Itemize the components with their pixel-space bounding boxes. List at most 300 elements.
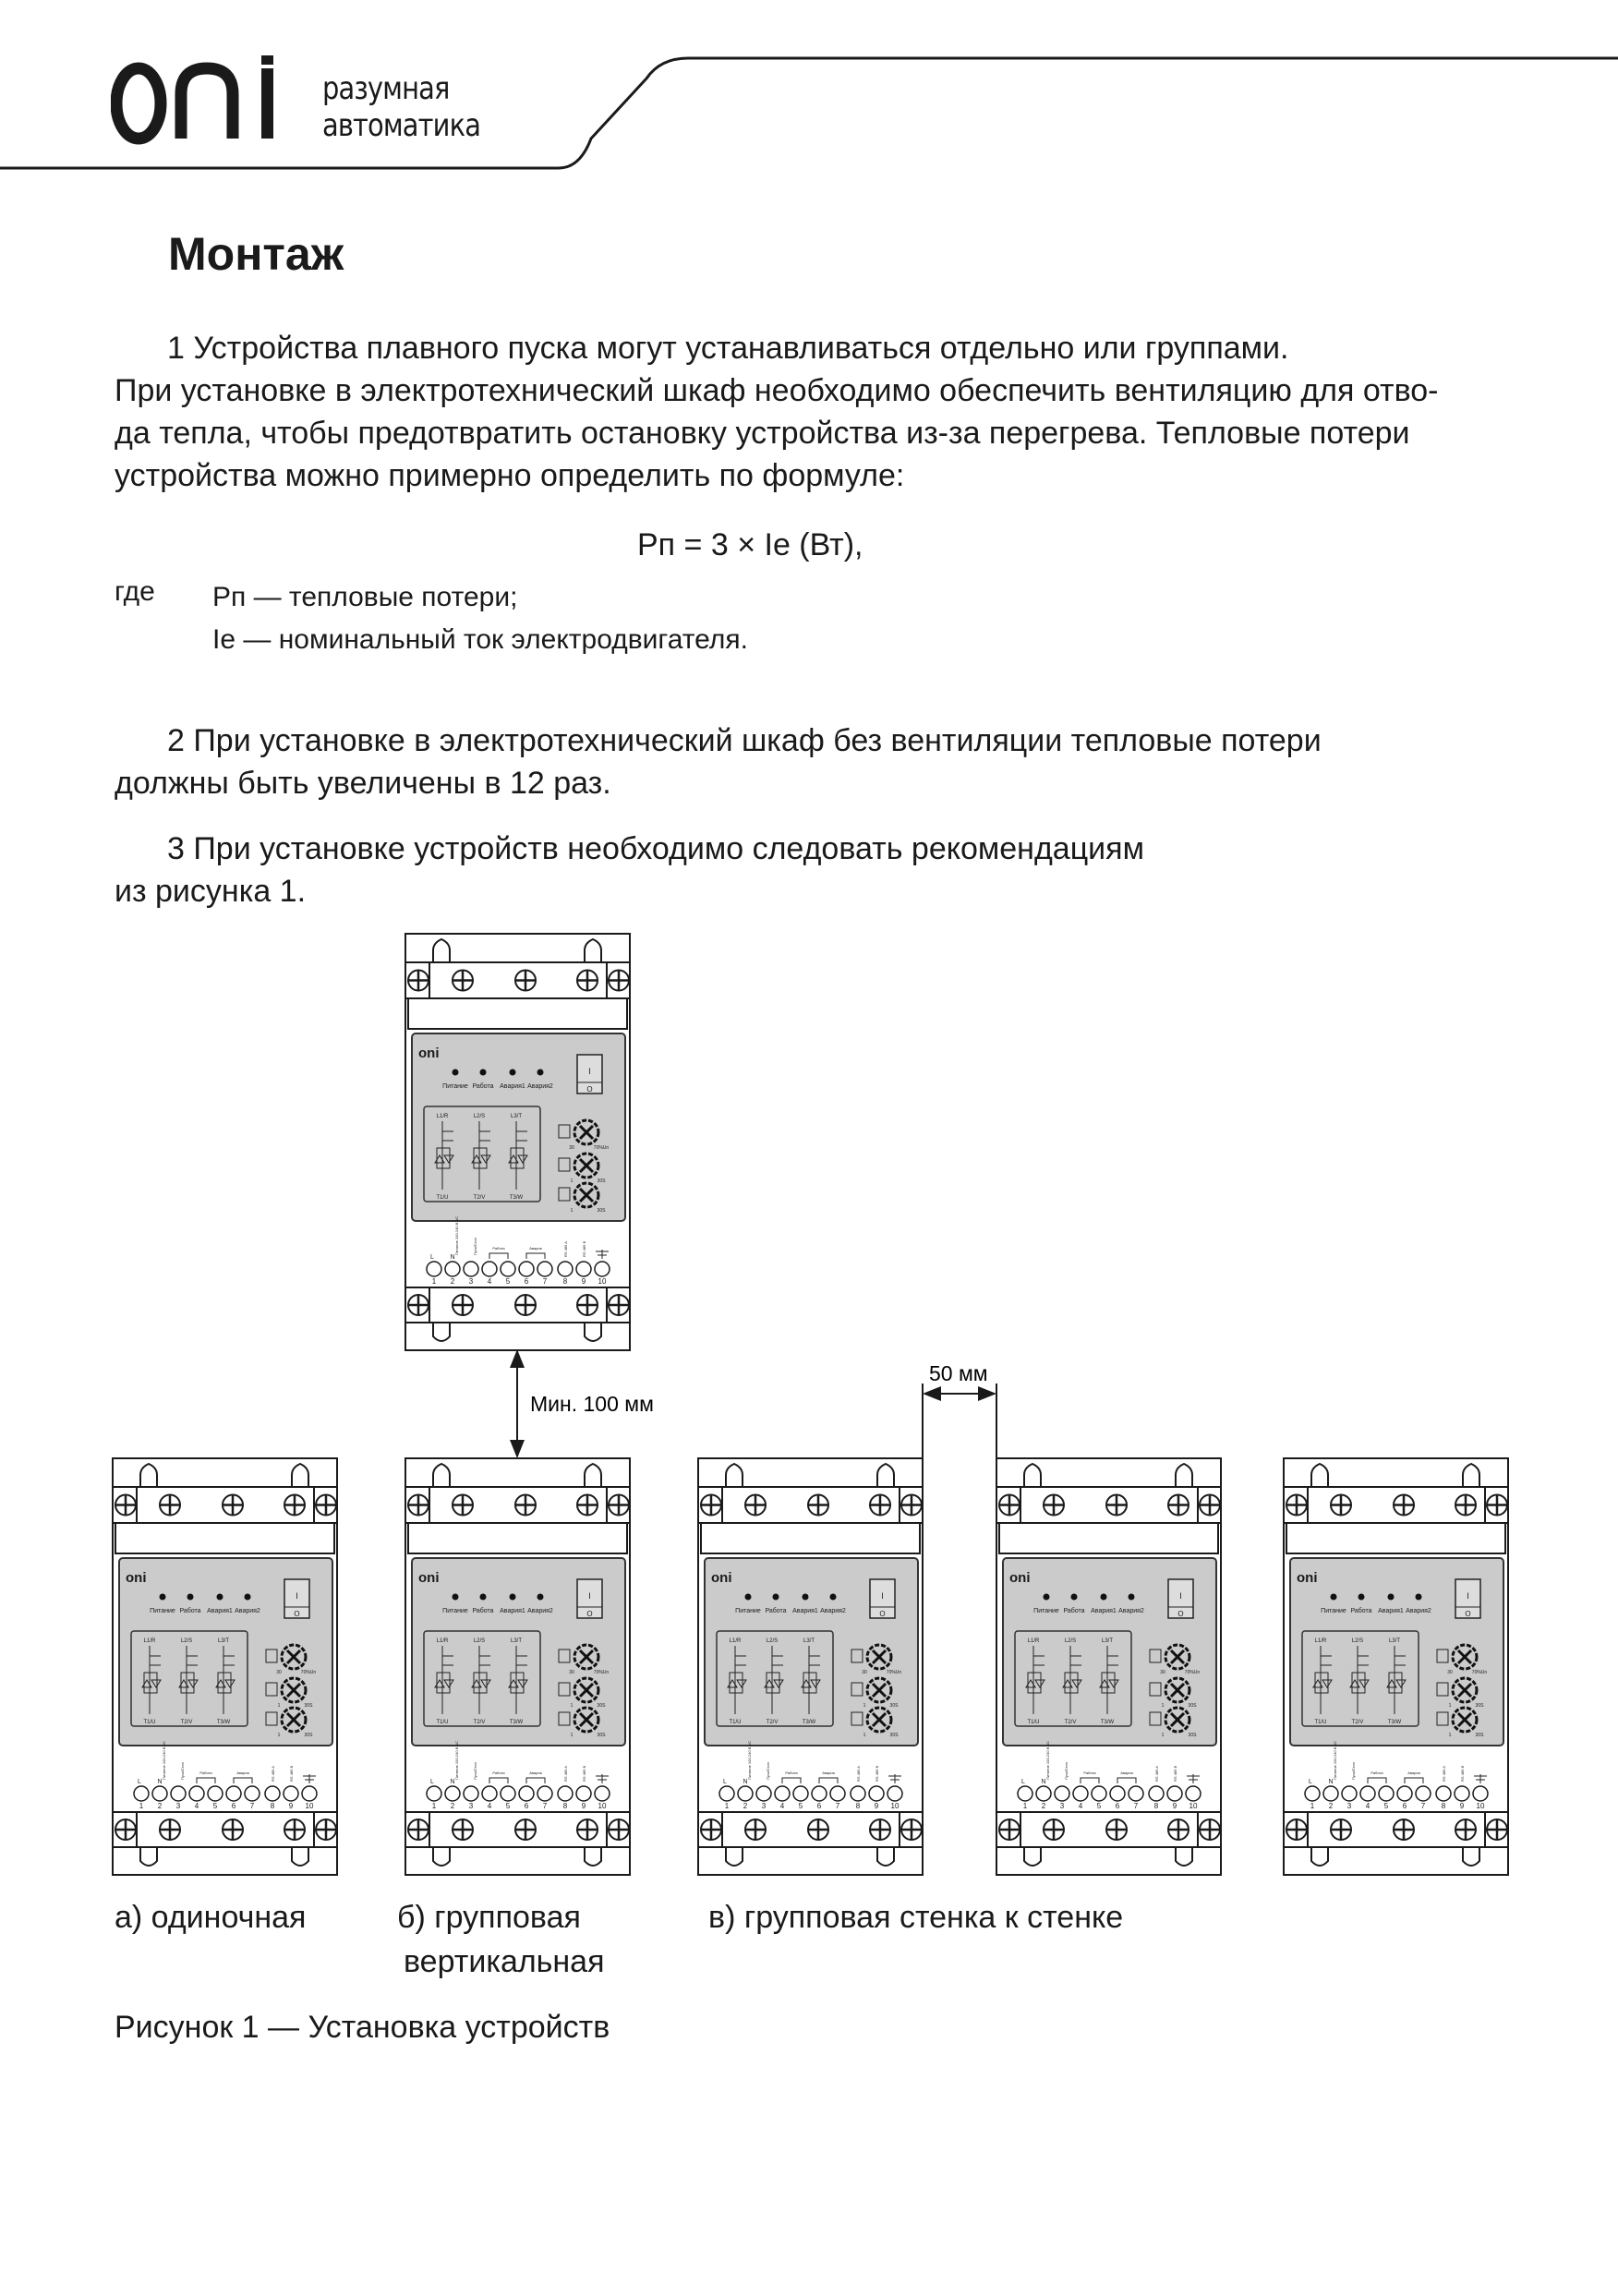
terminal-label: RS 485 A bbox=[1442, 1766, 1446, 1782]
led-indicator bbox=[453, 1594, 459, 1601]
dial-label: 70%Un bbox=[1184, 1670, 1201, 1675]
label-strip bbox=[1286, 1523, 1505, 1553]
led-label: Авария1 bbox=[1378, 1608, 1404, 1614]
page-title: Монтаж bbox=[168, 228, 344, 280]
dial-label: 1 bbox=[570, 1178, 574, 1184]
screw-icon bbox=[701, 1819, 721, 1840]
screw-icon bbox=[1044, 1495, 1064, 1516]
dial-label: 30S bbox=[889, 1703, 899, 1709]
switch-on-mark: I bbox=[296, 1591, 298, 1601]
led-label: Работа bbox=[1063, 1608, 1085, 1614]
terminal-label: Авария bbox=[822, 1770, 835, 1775]
dial-label: 1 bbox=[1161, 1703, 1165, 1709]
terminal-number: 1 bbox=[1022, 1802, 1028, 1810]
screw-icon bbox=[1331, 1495, 1351, 1516]
device-single bbox=[113, 1458, 337, 1875]
screw-icon bbox=[515, 971, 536, 991]
terminal-screw bbox=[519, 1786, 534, 1801]
caption-b-line1: б) групповая bbox=[397, 1900, 581, 1935]
dial-label: 30S bbox=[304, 1733, 313, 1738]
screw-icon bbox=[115, 1819, 136, 1840]
terminal-label: L bbox=[138, 1779, 141, 1785]
led-label: Работа bbox=[1350, 1608, 1372, 1614]
dial-label: 70%Un bbox=[300, 1670, 317, 1675]
terminal-number: 8 bbox=[1153, 1802, 1159, 1810]
terminal-label: RS 485 B bbox=[582, 1240, 586, 1257]
terminal-number: 5 bbox=[505, 1277, 511, 1286]
screw-icon bbox=[609, 1819, 629, 1840]
terminal-screw bbox=[830, 1786, 845, 1801]
tagline-line-1: разумная bbox=[322, 70, 450, 107]
terminal-screw bbox=[445, 1262, 460, 1276]
led-label: Работа bbox=[472, 1608, 494, 1614]
dial-label: 30 bbox=[276, 1670, 282, 1675]
led-indicator bbox=[803, 1594, 809, 1601]
terminal-number: 7 bbox=[1133, 1802, 1139, 1810]
phase-in-label: L3/T bbox=[510, 1638, 523, 1644]
phase-in-label: L3/T bbox=[217, 1638, 230, 1644]
switch-off-mark: O bbox=[294, 1610, 300, 1618]
terminal-screw bbox=[302, 1786, 317, 1801]
panel-logo: oni bbox=[418, 1045, 440, 1061]
screw-icon bbox=[453, 1819, 473, 1840]
screw-icon bbox=[870, 1819, 890, 1840]
terminal-number: 5 bbox=[798, 1802, 803, 1810]
screw-icon bbox=[577, 1819, 598, 1840]
screw-icon bbox=[609, 1295, 629, 1315]
label-strip bbox=[701, 1523, 920, 1553]
terminal-screw bbox=[558, 1786, 573, 1801]
terminal-screw bbox=[245, 1786, 260, 1801]
screw-icon bbox=[408, 1495, 429, 1516]
screw-icon bbox=[453, 1295, 473, 1315]
terminal-label: Работа bbox=[199, 1770, 212, 1775]
terminal-screw bbox=[445, 1786, 460, 1801]
phase-in-label: L1/R bbox=[1027, 1638, 1040, 1644]
terminal-label: Пуск/Стоп bbox=[180, 1762, 185, 1780]
terminal-label: N bbox=[157, 1779, 163, 1785]
dial-label: 70%Un bbox=[593, 1670, 610, 1675]
dial-label: 1 bbox=[570, 1703, 574, 1709]
screw-icon bbox=[901, 1495, 922, 1516]
terminal-number: 5 bbox=[505, 1802, 511, 1810]
phase-in-label: L1/R bbox=[729, 1638, 742, 1644]
phase-in-label: L1/R bbox=[143, 1638, 156, 1644]
terminal-screw bbox=[152, 1786, 167, 1801]
terminal-label: N bbox=[1328, 1779, 1334, 1785]
dial-label: 1 bbox=[863, 1703, 866, 1709]
led-label: Авария1 bbox=[792, 1608, 818, 1614]
terminal-label: L bbox=[430, 1779, 434, 1785]
terminal-label: L bbox=[430, 1254, 434, 1261]
terminal-number: 10 bbox=[598, 1802, 607, 1810]
led-label: Авария2 bbox=[1406, 1608, 1431, 1614]
terminal-label: N bbox=[1041, 1779, 1046, 1785]
terminal-label: Работа bbox=[785, 1770, 798, 1775]
phase-out-label: T3/W bbox=[802, 1720, 816, 1725]
terminal-screw bbox=[1416, 1786, 1431, 1801]
screw-icon bbox=[160, 1819, 180, 1840]
terminal-screw bbox=[482, 1262, 497, 1276]
led-label: Авария2 bbox=[527, 1083, 553, 1090]
screw-icon bbox=[223, 1819, 243, 1840]
led-label: Работа bbox=[179, 1608, 201, 1614]
dial-label: 1 bbox=[277, 1703, 281, 1709]
terminal-number: 5 bbox=[1383, 1802, 1389, 1810]
switch-on-mark: I bbox=[1467, 1591, 1469, 1601]
phase-in-label: L2/S bbox=[180, 1638, 193, 1644]
terminal-screw bbox=[1379, 1786, 1394, 1801]
terminal-screw bbox=[1055, 1786, 1069, 1801]
dial-label: 30S bbox=[1475, 1703, 1484, 1709]
dial-label: 70%Un bbox=[886, 1670, 902, 1675]
terminal-number: 2 bbox=[157, 1802, 163, 1810]
terminal-number: 5 bbox=[212, 1802, 218, 1810]
terminal-screw bbox=[226, 1786, 241, 1801]
terminal-number: 4 bbox=[1365, 1802, 1370, 1810]
dial-label: 30S bbox=[597, 1733, 606, 1738]
terminal-screw bbox=[482, 1786, 497, 1801]
led-indicator bbox=[245, 1594, 251, 1601]
terminal-label: Работа bbox=[492, 1770, 505, 1775]
terminal-number: 9 bbox=[1172, 1802, 1177, 1810]
screw-icon bbox=[745, 1819, 766, 1840]
terminal-screw bbox=[576, 1262, 591, 1276]
terminal-screw bbox=[1092, 1786, 1106, 1801]
terminal-number: 10 bbox=[890, 1802, 900, 1810]
terminal-label: N bbox=[450, 1779, 455, 1785]
screw-icon bbox=[515, 1295, 536, 1315]
led-label: Авария1 bbox=[500, 1083, 525, 1090]
phase-in-label: L2/S bbox=[473, 1114, 486, 1119]
terminal-number: 7 bbox=[835, 1802, 840, 1810]
terminal-label: RS 485 B bbox=[582, 1765, 586, 1782]
led-indicator bbox=[537, 1594, 544, 1601]
phase-out-label: T3/W bbox=[509, 1720, 524, 1725]
terminal-number: 10 bbox=[1476, 1802, 1485, 1810]
terminal-number: 6 bbox=[524, 1277, 529, 1286]
terminal-label: Пуск/Стоп bbox=[766, 1762, 770, 1780]
device-wall-2 bbox=[996, 1458, 1221, 1875]
phase-in-label: L3/T bbox=[510, 1114, 523, 1119]
terminal-number: 9 bbox=[581, 1277, 586, 1286]
terminal-screw bbox=[1186, 1786, 1201, 1801]
switch-off-mark: O bbox=[1465, 1610, 1471, 1618]
led-indicator bbox=[453, 1069, 459, 1076]
panel-logo: oni bbox=[1297, 1570, 1318, 1586]
terminal-screw bbox=[171, 1786, 186, 1801]
terminal-screw bbox=[464, 1786, 478, 1801]
terminal-label: L bbox=[1021, 1779, 1025, 1785]
terminal-screw bbox=[812, 1786, 827, 1801]
terminal-screw bbox=[1073, 1786, 1088, 1801]
terminal-number: 9 bbox=[1459, 1802, 1465, 1810]
screw-icon bbox=[1487, 1495, 1507, 1516]
terminal-number: 2 bbox=[450, 1802, 455, 1810]
screw-icon bbox=[1106, 1819, 1127, 1840]
screw-icon bbox=[1331, 1819, 1351, 1840]
switch-off-mark: O bbox=[1177, 1610, 1184, 1618]
screw-icon bbox=[1394, 1819, 1414, 1840]
screw-icon bbox=[1044, 1819, 1064, 1840]
phase-in-label: L3/T bbox=[803, 1638, 815, 1644]
dial-label: 30S bbox=[597, 1703, 606, 1709]
terminal-screw bbox=[1018, 1786, 1032, 1801]
caption-b-line2: вертикальная bbox=[404, 1944, 605, 1979]
led-indicator bbox=[1129, 1594, 1135, 1601]
terminal-number: 8 bbox=[1441, 1802, 1446, 1810]
terminal-screw bbox=[738, 1786, 753, 1801]
led-label: Питание bbox=[442, 1083, 468, 1090]
screw-icon bbox=[808, 1819, 828, 1840]
terminal-number: 3 bbox=[1059, 1802, 1065, 1810]
screw-icon bbox=[609, 1495, 629, 1516]
screw-icon bbox=[453, 1495, 473, 1516]
led-label: Работа bbox=[472, 1083, 494, 1090]
caption-a: а) одиночная bbox=[115, 1900, 307, 1935]
dial-label: 30S bbox=[1188, 1733, 1197, 1738]
led-indicator bbox=[480, 1594, 487, 1601]
led-label: Авария2 bbox=[235, 1608, 260, 1614]
phase-out-label: T2/V bbox=[473, 1720, 486, 1725]
led-indicator bbox=[1101, 1594, 1107, 1601]
terminal-screw bbox=[1360, 1786, 1375, 1801]
phase-out-label: T1/U bbox=[143, 1720, 156, 1725]
dial-label: 1 bbox=[277, 1733, 281, 1738]
where-label: где bbox=[115, 576, 155, 607]
terminal-screw bbox=[1110, 1786, 1125, 1801]
led-label: Авария1 bbox=[1091, 1608, 1117, 1614]
phase-out-label: T3/W bbox=[509, 1195, 524, 1201]
panel-logo: oni bbox=[418, 1570, 440, 1586]
terminal-label: Питание 100-240 В AC bbox=[1333, 1740, 1337, 1780]
switch-on-mark: I bbox=[881, 1591, 884, 1601]
dial-label: 30 bbox=[862, 1670, 867, 1675]
screw-icon bbox=[408, 1295, 429, 1315]
terminal-screw bbox=[1342, 1786, 1357, 1801]
terminal-number: 7 bbox=[542, 1802, 548, 1810]
screw-icon bbox=[223, 1495, 243, 1516]
device-top bbox=[405, 934, 630, 1350]
label-strip bbox=[999, 1523, 1218, 1553]
terminal-number: 10 bbox=[1189, 1802, 1198, 1810]
terminal-number: 3 bbox=[468, 1277, 474, 1286]
phase-out-label: T2/V bbox=[766, 1720, 779, 1725]
terminal-screw bbox=[756, 1786, 771, 1801]
screw-icon bbox=[408, 1819, 429, 1840]
screw-icon bbox=[115, 1495, 136, 1516]
screw-icon bbox=[901, 1819, 922, 1840]
screw-icon bbox=[515, 1819, 536, 1840]
gap-label: 50 мм bbox=[929, 1361, 988, 1385]
terminal-label: RS 485 A bbox=[856, 1766, 861, 1782]
dial-label: 1 bbox=[570, 1208, 574, 1214]
terminal-label: Авария bbox=[236, 1770, 249, 1775]
terminal-screw bbox=[208, 1786, 223, 1801]
tagline-line-2: автоматика bbox=[322, 107, 481, 144]
phase-out-label: T3/W bbox=[216, 1720, 231, 1725]
terminal-label: Питание 100-240 В AC bbox=[454, 1740, 459, 1780]
screw-icon bbox=[284, 1495, 305, 1516]
led-indicator bbox=[1331, 1594, 1337, 1601]
terminal-screw bbox=[265, 1786, 280, 1801]
terminal-label: RS 485 A bbox=[563, 1241, 568, 1257]
dial-label: 30S bbox=[597, 1208, 606, 1214]
terminal-label: RS 485 A bbox=[1154, 1766, 1159, 1782]
screw-icon bbox=[453, 971, 473, 991]
terminal-label: Питание 100-240 В AC bbox=[454, 1215, 459, 1255]
led-label: Питание bbox=[150, 1608, 175, 1614]
led-indicator bbox=[480, 1069, 487, 1076]
led-label: Авария2 bbox=[527, 1608, 553, 1614]
terminal-screw bbox=[719, 1786, 734, 1801]
terminal-number: 2 bbox=[743, 1802, 748, 1810]
switch-off-mark: O bbox=[879, 1610, 886, 1618]
terminal-label: Питание 100-240 В AC bbox=[1045, 1740, 1050, 1780]
panel-logo: oni bbox=[1009, 1570, 1031, 1586]
terminal-label: RS 485 B bbox=[1173, 1765, 1177, 1782]
paragraph-line: из рисунка 1. bbox=[115, 874, 307, 909]
screw-icon bbox=[999, 1495, 1020, 1516]
terminal-number: 2 bbox=[450, 1277, 455, 1286]
led-indicator bbox=[1388, 1594, 1395, 1601]
screw-icon bbox=[160, 1495, 180, 1516]
terminal-label: N bbox=[743, 1779, 748, 1785]
phase-in-label: L3/T bbox=[1101, 1638, 1114, 1644]
dial-label: 1 bbox=[1448, 1703, 1452, 1709]
terminal-number: 3 bbox=[175, 1802, 181, 1810]
phase-out-label: T1/U bbox=[729, 1720, 742, 1725]
where-item: Рп — тепловые потери; bbox=[212, 582, 518, 612]
terminal-label: Авария bbox=[1407, 1770, 1420, 1775]
led-label: Авария2 bbox=[1118, 1608, 1144, 1614]
phase-out-label: T1/U bbox=[436, 1720, 449, 1725]
screw-icon bbox=[609, 971, 629, 991]
dial-label: 30S bbox=[1188, 1703, 1197, 1709]
terminal-screw bbox=[1305, 1786, 1320, 1801]
led-label: Питание bbox=[735, 1608, 761, 1614]
led-label: Авария2 bbox=[820, 1608, 846, 1614]
phase-out-label: T1/U bbox=[436, 1195, 449, 1201]
terminal-screw bbox=[189, 1786, 204, 1801]
phase-in-label: L2/S bbox=[1351, 1638, 1364, 1644]
paragraph-line: При установке в электротехнический шкаф необходимо обеспечить вентиляцию для отво- bbox=[115, 373, 1439, 408]
paragraph-line: устройства можно примерно определить по формуле: bbox=[115, 458, 905, 493]
terminal-label: Авария bbox=[1120, 1770, 1133, 1775]
terminal-screw bbox=[1167, 1786, 1182, 1801]
terminal-number: 4 bbox=[487, 1802, 492, 1810]
terminal-number: 6 bbox=[816, 1802, 822, 1810]
terminal-screw bbox=[537, 1262, 552, 1276]
terminal-label: L bbox=[723, 1779, 727, 1785]
terminal-screw bbox=[793, 1786, 808, 1801]
panel-logo: oni bbox=[126, 1570, 147, 1586]
formula: Рп = 3 × Ie (Вт), bbox=[637, 527, 863, 562]
terminal-screw bbox=[501, 1786, 515, 1801]
device-wall-3 bbox=[1284, 1458, 1508, 1875]
phase-in-label: L1/R bbox=[436, 1638, 449, 1644]
screw-icon bbox=[577, 1295, 598, 1315]
terminal-label: RS 485 A bbox=[271, 1766, 275, 1782]
terminal-label: Питание 100-240 В AC bbox=[162, 1740, 166, 1780]
terminal-label: Авария bbox=[529, 1246, 542, 1251]
paragraph-line: 1 Устройства плавного пуска могут устанавливаться отдельно или группами. bbox=[167, 331, 1289, 366]
terminal-number: 9 bbox=[874, 1802, 879, 1810]
terminal-screw bbox=[1455, 1786, 1469, 1801]
screw-icon bbox=[284, 1819, 305, 1840]
terminal-number: 2 bbox=[1041, 1802, 1046, 1810]
terminal-label: RS 485 A bbox=[563, 1766, 568, 1782]
label-strip bbox=[408, 1523, 627, 1553]
screw-icon bbox=[1286, 1495, 1307, 1516]
terminal-label: RS 485 B bbox=[1460, 1765, 1465, 1782]
screw-icon bbox=[577, 971, 598, 991]
terminal-number: 7 bbox=[1420, 1802, 1426, 1810]
screw-icon bbox=[1455, 1819, 1476, 1840]
screw-icon bbox=[1455, 1495, 1476, 1516]
device-group-vertical bbox=[405, 1458, 630, 1875]
dial-label: 30S bbox=[1475, 1733, 1484, 1738]
screw-icon bbox=[1487, 1819, 1507, 1840]
screw-icon bbox=[577, 1495, 598, 1516]
label-strip bbox=[408, 998, 627, 1029]
terminal-number: 9 bbox=[288, 1802, 294, 1810]
led-label: Авария1 bbox=[500, 1608, 525, 1614]
terminal-label: Авария bbox=[529, 1770, 542, 1775]
screw-icon bbox=[316, 1819, 336, 1840]
terminal-number: 9 bbox=[581, 1802, 586, 1810]
caption-c: в) групповая стенка к стенке bbox=[708, 1900, 1124, 1935]
terminal-screw bbox=[1149, 1786, 1164, 1801]
min-distance-label: Мин. 100 мм bbox=[530, 1392, 654, 1416]
terminal-screw bbox=[1436, 1786, 1451, 1801]
screw-icon bbox=[1286, 1819, 1307, 1840]
screw-icon bbox=[1168, 1495, 1189, 1516]
led-indicator bbox=[830, 1594, 837, 1601]
terminal-number: 7 bbox=[249, 1802, 255, 1810]
screw-icon bbox=[1200, 1819, 1220, 1840]
where-item: Ie — номинальный ток электродвигателя. bbox=[212, 624, 748, 655]
terminal-number: 1 bbox=[431, 1802, 437, 1810]
terminal-screw bbox=[1036, 1786, 1051, 1801]
screw-icon bbox=[999, 1819, 1020, 1840]
dial-label: 1 bbox=[863, 1733, 866, 1738]
switch-on-mark: I bbox=[588, 1591, 591, 1601]
terminal-number: 8 bbox=[562, 1802, 568, 1810]
phase-out-label: T2/V bbox=[180, 1720, 193, 1725]
led-indicator bbox=[187, 1594, 194, 1601]
phase-out-label: T1/U bbox=[1027, 1720, 1040, 1725]
screw-icon bbox=[1168, 1819, 1189, 1840]
terminal-label: Пуск/Стоп bbox=[1064, 1762, 1069, 1780]
terminal-number: 3 bbox=[468, 1802, 474, 1810]
led-indicator bbox=[160, 1594, 166, 1601]
led-indicator bbox=[1071, 1594, 1078, 1601]
terminal-number: 6 bbox=[1402, 1802, 1407, 1810]
screw-icon bbox=[1200, 1495, 1220, 1516]
terminal-screw bbox=[464, 1262, 478, 1276]
led-indicator bbox=[537, 1069, 544, 1076]
terminal-number: 1 bbox=[724, 1802, 730, 1810]
led-indicator bbox=[1044, 1594, 1050, 1601]
terminal-number: 2 bbox=[1328, 1802, 1334, 1810]
led-label: Работа bbox=[765, 1608, 787, 1614]
terminal-number: 4 bbox=[779, 1802, 785, 1810]
dial-label: 1 bbox=[1161, 1733, 1165, 1738]
screw-icon bbox=[808, 1495, 828, 1516]
terminal-number: 8 bbox=[855, 1802, 861, 1810]
led-label: Питание bbox=[442, 1608, 468, 1614]
